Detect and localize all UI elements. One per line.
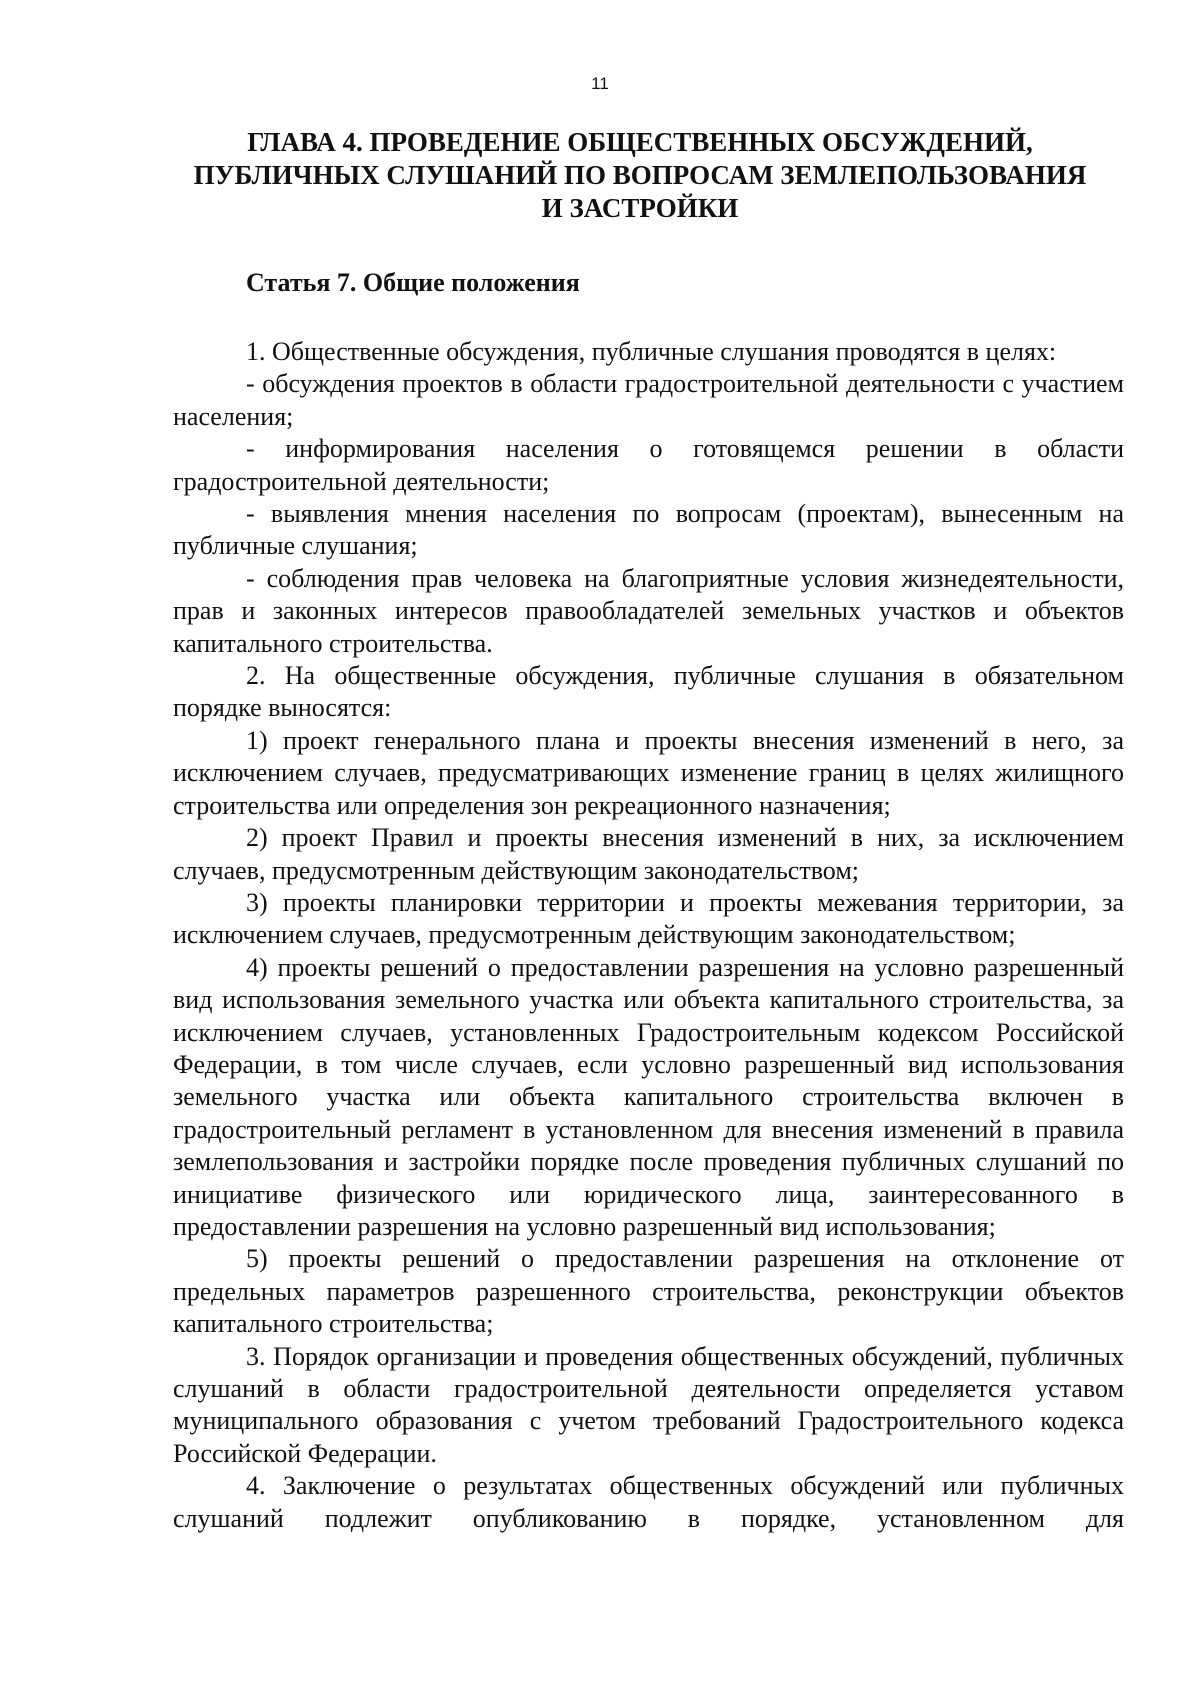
article-title: Статья 7. Общие положения: [246, 268, 580, 297]
paragraph-goal-discussion: - обсуждения проектов в области градостроительной деятельности с участием населения;: [173, 369, 1124, 431]
chapter-title-line: И ЗАСТРОЙКИ: [541, 193, 739, 223]
paragraph-conclusion: 4. Заключение о результатах общественных обсуждений или публичных слушаний подлежит опубликованию в порядке, установленном для: [173, 1471, 1124, 1533]
paragraph-item-2: 2) проект Правил и проекты внесения изменений в них, за исключением случаев, предусмотренным действующим законодательством;: [173, 823, 1124, 885]
paragraph-item-1: 1) проект генерального плана и проекты внесения изменений в него, за исключением случаев, предусматривающих изменение границ в целях жилищного строительства или определения зон рекреационного назначения;: [173, 725, 1124, 820]
chapter-title-line: ПУБЛИЧНЫХ СЛУШАНИЙ ПО ВОПРОСАМ ЗЕМЛЕПОЛЬЗОВАНИЯ: [193, 160, 1087, 190]
paragraph-goal-rights: - соблюдения прав человека на благоприятные условия жизнедеятельности, прав и законных интересов правообладателей земельных участков и объектов капитального строительства.: [173, 563, 1124, 658]
page-number: 11: [591, 74, 609, 93]
paragraph-goals-intro: 1. Общественные обсуждения, публичные слушания проводятся в целях:: [246, 337, 1057, 366]
article-body: [173, 336, 1124, 1535]
paragraph-mandatory-intro: 2. На общественные обсуждения, публичные слушания в обязательном порядке выносятся:: [173, 661, 1124, 723]
paragraph-goal-opinion: - выявления мнения населения по вопросам (проектам), вынесенным на публичные слушания;: [173, 499, 1124, 561]
paragraph-goal-informing: - информирования населения о готовящемся решении в области градостроительной деятельности;: [173, 434, 1124, 496]
paragraph-item-4: 4) проекты решений о предоставлении разрешения на условно разрешенный вид использования земельного участка или объекта капитального строительства, за исключением случаев, установленных Градостроительным кодексом Российской Федерации, в том числе случаев, если условно разрешенный вид использования земельного участка или объекта капитального строительства включен в градостроительный регламент в установленном для внесения изменений в правила землепользования и застройки порядке после проведения публичных слушаний по инициативе физического или юридического лица, заинтересованного в предоставлении разрешения на условно разрешенный вид использования;: [173, 952, 1124, 1241]
chapter-title: [160, 126, 1120, 225]
chapter-title-line: ГЛАВА 4. ПРОВЕДЕНИЕ ОБЩЕСТВЕННЫХ ОБСУЖДЕНИЙ,: [247, 127, 1033, 157]
paragraph-item-5: 5) проекты решений о предоставлении разрешения на отклонение от предельных параметров разрешенного строительства, реконструкции объектов капитального строительства;: [173, 1244, 1124, 1339]
paragraph-item-3: 3) проекты планировки территории и проекты межевания территории, за исключением случаев, предусмотренным действующим законодательством;: [173, 887, 1124, 950]
paragraph-procedure: 3. Порядок организации и проведения общественных обсуждений, публичных слушаний в области градостроительной деятельности определяется уставом муниципального образования с учетом требований Градостроительного кодекса Российской Федерации.: [173, 1341, 1124, 1468]
